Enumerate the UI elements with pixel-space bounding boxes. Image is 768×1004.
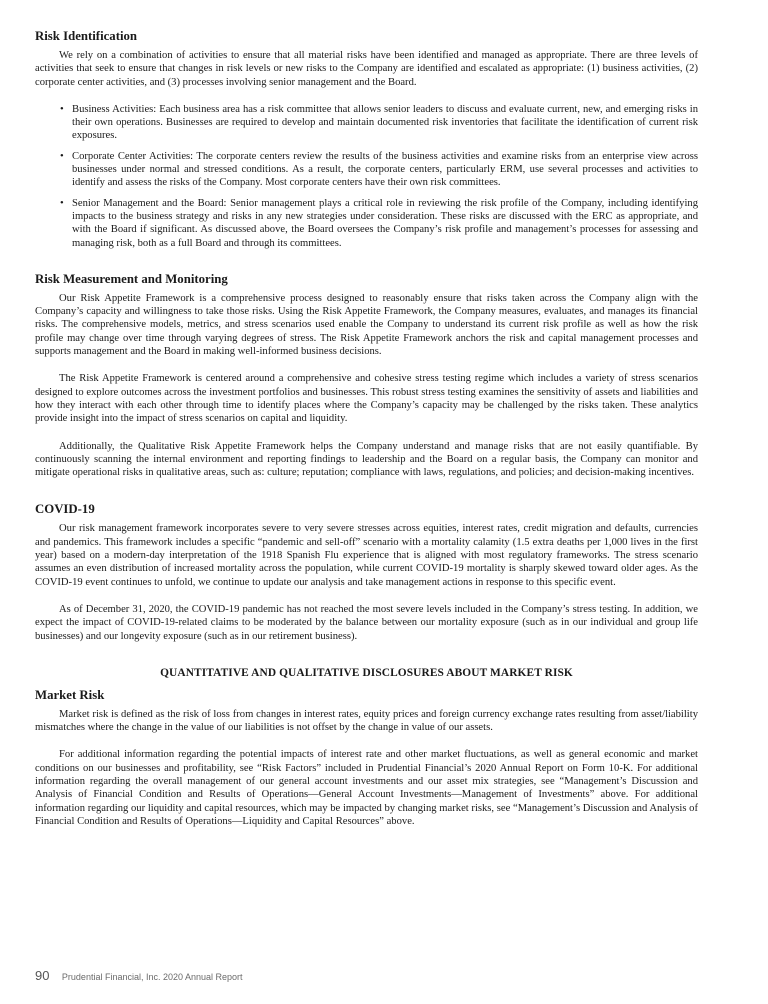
list-item [60,150,698,190]
section-heading: COVID-19 [35,502,95,517]
footer-text: Prudential Financial, Inc. 2020 Annual Report [61,972,243,982]
bullet-icon: • [60,197,64,209]
list-item [60,103,698,143]
bullet-icon: • [60,150,64,162]
paragraph: Our risk management framework incorporates severe to very severe stresses across equities, interest rates, credit migration and defaults, currencies and pandemics. This framework includes a specific “pandemic and sell-off” scenario with a mortality calamity (1.5 extra deaths per 1,000 lives in the first year) based on a modern-day interpretation of the 1918 Spanish Flu experience that is aligned with most regulatory frameworks. The stress scenario assumes an even distribution of increased mortality across the population, while current COVID-19 mortality is sharply skewed toward older ages. As the COVID-19 event continues to unfold, we continue to update our analysis and take management actions in response to this specific event. [35,523,698,588]
paragraph: As of December 31, 2020, the COVID-19 pandemic has not reached the most severe levels included in the Company’s stress testing. In addition, we expect the impact of COVID-19-related claims to be moderated by the balance between our mortality exposure (such as in our individual and group life businesses) and our longevity exposure (such as in our retirement business). [35,603,698,642]
page-footer [35,967,243,985]
paragraph: Additionally, the Qualitative Risk Appetite Framework helps the Company understand and manage risks that are not easily quantifiable. By continuously scanning the internal environment and reporting findings to leadership and the Board on a regular basis, the Company can monitor and mitigate operational risks in qualitative areas, such as: culture; reputation; compliance with laws, regulations, and policies; and decision-making incentives. [35,440,698,479]
page-number: 90 [35,968,50,983]
paragraph: The Risk Appetite Framework is centered around a comprehensive and cohesive stress testing regime which includes a variety of stress scenarios designed to explore outcomes across the investment portfolios and businesses. This robust stress testing examines the sensitivity of assets and liabilities and how they interact with each other through time to identify places where the Company’s capacity may be challenged by the risks taken. These analytics provide insight into the impact of stress scenarios on capital and liquidity. [35,373,698,425]
list-item [60,197,698,250]
risk-measurement-section [35,271,698,480]
covid-section [35,501,698,642]
document-page [35,28,698,828]
section-heading: Risk Measurement and Monitoring [35,271,228,286]
bullet-icon: • [60,103,64,115]
market-risk-section [35,665,698,828]
disclosures-title: QUANTITATIVE AND QUALITATIVE DISCLOSURES ABOUT MARKET RISK [160,666,573,679]
section-heading: Market Risk [35,687,105,702]
list-item-text: Business Activities: Each business area has a risk committee that allows senior leaders to discuss and evaluate current, new, and emerging risks in their own operations. Businesses are required to develop and maintain documented risk inventories that facilitate the identification of current risk exposures. [72,103,698,142]
paragraph: We rely on a combination of activities to ensure that all material risks have been identified and managed as appropriate. There are three levels of activities that seek to ensure that changes in risk levels or new risks to the Company are identified and escalated as appropriate: (1) business activities, (2) corporate center activities, and (3) processes involving senior management and the Board. [35,50,698,88]
paragraph: Market risk is defined as the risk of loss from changes in interest rates, equity prices and foreign currency exchange rates resulting from asset/liability mismatches where the change in the value of our liabilities is not offset by the change in value of our assets. [35,708,698,734]
list-item-text: Corporate Center Activities: The corporate centers review the results of the business activities and examine risks from an enterprise view across businesses under normal and stressed conditions. As a result, the corporate centers, particularly ERM, use several processes and activities to identify and assess the risks of the Company. Most corporate centers have their own risk committees. [72,150,698,189]
paragraph: For additional information regarding the potential impacts of interest rate and other market fluctuations, as well as general economic and market conditions on our businesses and profitability, see “Risk Factors” included in Prudential Financial’s 2020 Annual Report on Form 10-K. For additional information regarding the overall management of our general account investments and our asset mix strategies, see “Management’s Discussion and Analysis of Financial Condition and Results of Operations—General Account Investments—Management of Investments” above. For additional information regarding our liquidity and capital resources, which may be impacted by changing market risks, see “Management’s Discussion and Analysis of Financial Condition and Results of Operations—Liquidity and Capital Resources” above. [35,749,698,827]
section-heading: Risk Identification [35,29,138,43]
list-item-text: Senior Management and the Board: Senior management plays a critical role in reviewing the risk profile of the Company, including identifying impacts to the business strategy and risks in any new strategies under consideration. These risks are discussed with the ERC as appropriate, and with the Board if significant. As discussed above, the Board oversees the Company’s risk profile and management’s processes for assessing and managing risk, both as a full Board and through its committees. [72,197,698,249]
risk-identification-section [35,28,698,250]
bullet-list [35,103,698,250]
paragraph: Our Risk Appetite Framework is a comprehensive process designed to reasonably ensure that risks taken across the Company align with the Company’s capacity and willingness to take those risks. Using the Risk Appetite Framework, the Company measures, evaluates, and manages its financial risks. The comprehensive models, metrics, and stress scenarios used enable the Company to understand its current risk profile as well as how the risk profile may change over time through varying degrees of stress. The Risk Appetite Framework anchors the risk and capital management processes and supports management and the Board in making well-informed business decisions. [35,292,698,358]
